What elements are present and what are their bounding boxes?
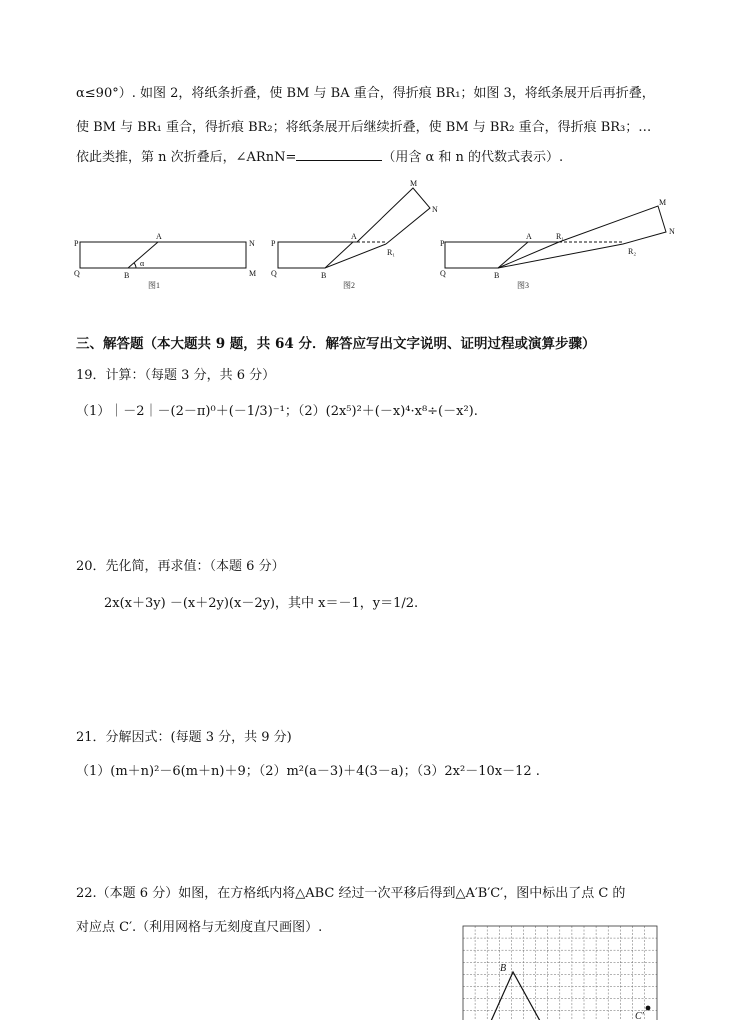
- fig1-angle-arc: [134, 263, 136, 268]
- q19-expression: （1）｜－2｜－(2－π)⁰＋(－1/3)⁻¹；（2）(2x⁵)²＋(－x)⁴·x⁸÷(－x²).: [76, 404, 478, 419]
- grid-label-c-prime: C′: [635, 1011, 644, 1020]
- fig2-label-m: M: [410, 179, 418, 188]
- q20-title: 20．先化简，再求值：（本题 6 分）: [76, 559, 285, 574]
- fig3-label-r1: R₁: [556, 232, 565, 241]
- fig1-label-m: M: [249, 269, 257, 278]
- fig2-folded-flap: [357, 188, 430, 244]
- fig2-label-n: N: [432, 205, 438, 214]
- p18-line3-text: 依此类推，第 n 次折叠后，∠ARnN=: [76, 150, 297, 165]
- fig3-label-q: Q: [440, 269, 446, 278]
- q22-line1: 22.（本题 6 分）如图，在方格纸内将△ABC 经过一次平移后得到△A′B′C′，图中标出了点 C 的: [76, 886, 626, 901]
- p18-line3: [76, 146, 563, 165]
- fig1-label-p: P: [74, 239, 79, 248]
- p18-line3-tail: （用含 α 和 n 的代数式表示）.: [382, 150, 564, 165]
- q20-expression: 2x(x＋3y) －(x＋2y)(x－2y)，其中 x＝－1，y＝1/2.: [104, 596, 419, 611]
- fig3-label-p: P: [440, 239, 445, 248]
- fig2-segment-ab: [325, 242, 353, 268]
- q21-title: 21．分解因式：(每题 3 分，共 9 分): [76, 730, 292, 745]
- triangle-abc-sides: [487, 972, 545, 1020]
- fig2-label-b: B: [321, 271, 327, 280]
- answer-blank: [296, 149, 382, 161]
- fig1-label-q: Q: [74, 269, 80, 278]
- fig1-label-a: A: [156, 232, 162, 241]
- fig3-label-a: A: [526, 232, 532, 241]
- p18-line2: 使 BM 与 BR₁ 重合，得折痕 BR₂；将纸条展开后继续折叠，使 BM 与 BR₂ 重合，得折痕 BR₃；…: [76, 120, 652, 135]
- fig1-label-b: B: [124, 271, 130, 280]
- fig2-label-p: P: [271, 239, 276, 248]
- fig3-caption: 图3: [517, 281, 529, 290]
- fig3-label-n: N: [669, 227, 675, 236]
- fig3-label-b: B: [494, 271, 500, 280]
- fig3-folded-flap: [498, 206, 666, 268]
- q21-expression: （1）(m＋n)²－6(m＋n)＋9；（2）m²(a－3)＋4(3－a)；（3）2x²－10x－12 .: [76, 764, 540, 779]
- q19-title: 19．计算：（每题 3 分，共 6 分）: [76, 368, 276, 383]
- q22-grid-figure: [455, 920, 665, 1020]
- fig3-label-m: M: [659, 198, 667, 207]
- folding-figures: [68, 176, 688, 301]
- fig1-label-n: N: [249, 239, 255, 248]
- section-3-heading: 三、解答题（本大题共 9 题，共 64 分．解答应写出文字说明、证明过程或演算步骤）: [76, 336, 596, 352]
- fig3-fold-br1: [498, 242, 559, 268]
- fig2-caption: 图2: [343, 281, 355, 290]
- p18-line1: α≤90°）. 如图 2，将纸条折叠，使 BM 与 BA 重合，得折痕 BR₁；如图 3，将纸条展开后再折叠，: [76, 86, 655, 101]
- fig2-strip: [278, 242, 386, 268]
- fig2-label-a: A: [351, 232, 357, 241]
- fig2-label-r1: R₁: [387, 248, 396, 257]
- fig2-label-q: Q: [271, 269, 277, 278]
- grid-lines: [463, 926, 657, 1020]
- grid-label-b: B: [500, 963, 507, 974]
- point-c-prime: [646, 1006, 651, 1011]
- fig3-segment-ab: [498, 242, 528, 268]
- fig1-strip: [80, 242, 246, 268]
- fig1-label-alpha: α: [140, 259, 145, 268]
- fig3-label-r2: R₂: [628, 247, 637, 256]
- fig1-caption: 图1: [148, 281, 160, 290]
- q22-line2: 对应点 C′.（利用网格与无刻度直尺画图）.: [76, 920, 323, 935]
